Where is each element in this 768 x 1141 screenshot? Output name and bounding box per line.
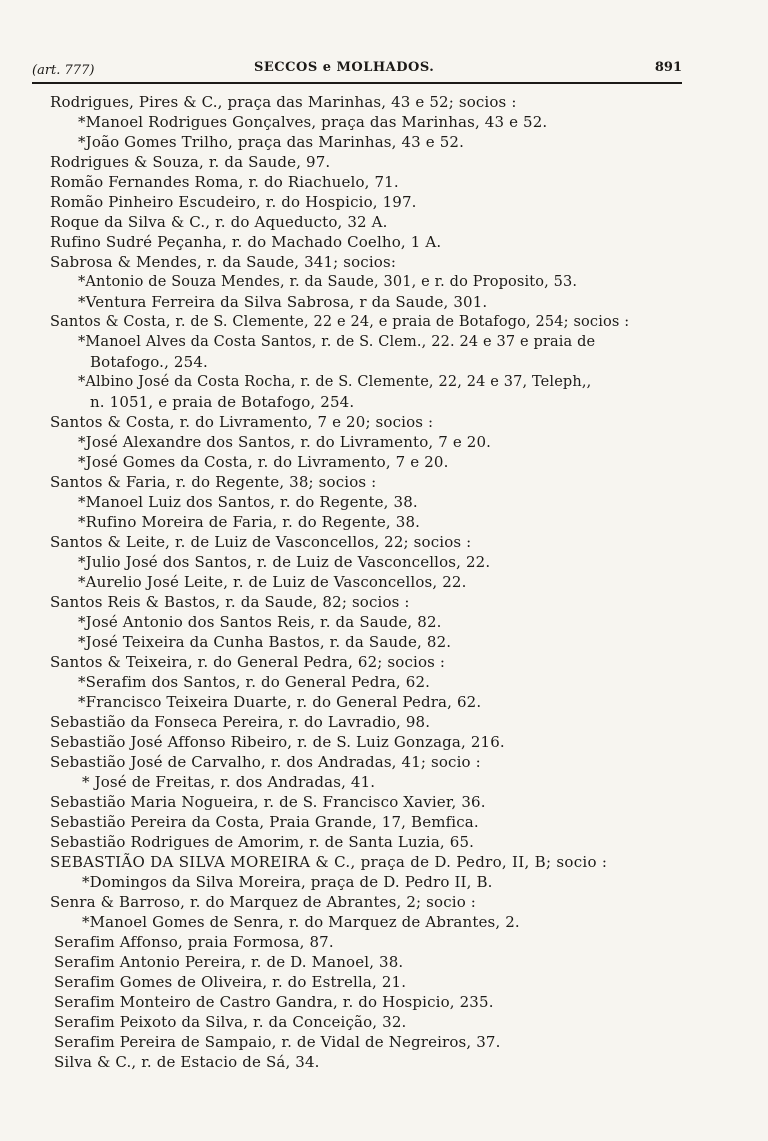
entry-line: Serafim Affonso, praia Formosa, 87. xyxy=(54,933,334,951)
entry-line: Rufino Sudré Peçanha, r. do Machado Coelho, 1 A. xyxy=(50,233,442,251)
entry-line: Santos & Costa, r. do Livramento, 7 e 20; socios : xyxy=(50,413,434,431)
entry-line: Santos & Teixeira, r. do General Pedra, 62; socios : xyxy=(50,653,446,671)
entry-line: Romão Fernandes Roma, r. do Riachuelo, 71. xyxy=(50,173,399,191)
entry-line: SEBASTIÃO DA SILVA MOREIRA & C., praça de D. Pedro, II, B; socio : xyxy=(50,853,608,871)
entry-line: *Ventura Ferreira da Silva Sabrosa, r da Saude, 301. xyxy=(78,293,488,311)
entry-line: Santos Reis & Bastos, r. da Saude, 82; socios : xyxy=(50,593,410,611)
entry-line: Rodrigues, Pires & C., praça das Marinhas, 43 e 52; socios : xyxy=(50,93,517,111)
entry-line: Sebastião Rodrigues de Amorim, r. de Santa Luzia, 65. xyxy=(50,833,475,851)
header-rule xyxy=(32,82,682,84)
entry-line: Silva & C., r. de Estacio de Sá, 34. xyxy=(54,1053,320,1071)
entry-line: *Francisco Teixeira Duarte, r. do General Pedra, 62. xyxy=(78,693,482,711)
entry-line: Serafim Peixoto da Silva, r. da Conceição, 32. xyxy=(54,1013,407,1031)
entry-line: Rodrigues & Souza, r. da Saude, 97. xyxy=(50,153,331,171)
entry-line: *Manoel Gomes de Senra, r. do Marquez de Abrantes, 2. xyxy=(82,913,520,931)
page-number: 891 xyxy=(654,60,682,75)
entry-line: *Manoel Alves da Costa Santos, r. de S. Clem., 22. 24 e 37 e praia de xyxy=(78,334,596,350)
entry-line: Roque da Silva & C., r. do Aqueducto, 32 A. xyxy=(50,213,388,231)
section-title: SECCOS e MOLHADOS. xyxy=(254,60,435,75)
article-ref: (art. 777) xyxy=(32,63,95,78)
entry-line: *Manoel Luiz dos Santos, r. do Regente, 38. xyxy=(78,493,418,511)
entry-line: *Serafim dos Santos, r. do General Pedra, 62. xyxy=(78,673,431,691)
entry-line: Sebastião da Fonseca Pereira, r. do Lavradio, 98. xyxy=(50,713,431,731)
entry-line: *Domingos da Silva Moreira, praça de D. Pedro II, B. xyxy=(82,873,493,891)
entry-line: n. 1051, e praia de Botafogo, 254. xyxy=(90,393,355,411)
entry-line: Serafim Pereira de Sampaio, r. de Vidal de Negreiros, 37. xyxy=(54,1033,501,1051)
entry-line: *José Teixeira da Cunha Bastos, r. da Saude, 82. xyxy=(78,633,452,651)
entry-line: Sebastião José Affonso Ribeiro, r. de S. Luiz Gonzaga, 216. xyxy=(50,733,505,751)
entry-line: *Julio José dos Santos, r. de Luiz de Vasconcellos, 22. xyxy=(78,553,491,571)
entry-line: Botafogo., 254. xyxy=(90,353,208,371)
entry-line: Romão Pinheiro Escudeiro, r. do Hospicio, 197. xyxy=(50,193,417,211)
entry-line: *João Gomes Trilho, praça das Marinhas, 43 e 52. xyxy=(78,133,465,151)
entry-line: *José Antonio dos Santos Reis, r. da Saude, 82. xyxy=(78,613,442,631)
entry-line: Sebastião Pereira da Costa, Praia Grande, 17, Bemfica. xyxy=(50,813,479,831)
entry-line: *José Gomes da Costa, r. do Livramento, 7 e 20. xyxy=(78,453,449,471)
entry-line: *Aurelio José Leite, r. de Luiz de Vasconcellos, 22. xyxy=(78,573,467,591)
entry-line: Santos & Leite, r. de Luiz de Vasconcellos, 22; socios : xyxy=(50,533,472,551)
page-header xyxy=(32,60,682,84)
entry-line: Sabrosa & Mendes, r. da Saude, 341; socios: xyxy=(50,253,397,271)
entry-line: Santos & Costa, r. de S. Clemente, 22 e 24, e praia de Botafogo, 254; socios : xyxy=(50,314,630,330)
entry-line: *Rufino Moreira de Faria, r. do Regente, 38. xyxy=(78,513,421,531)
entry-line: Sebastião Maria Nogueira, r. de S. Francisco Xavier, 36. xyxy=(50,793,486,811)
entry-line: Serafim Monteiro de Castro Gandra, r. do Hospicio, 235. xyxy=(54,993,494,1011)
entry-line: *Albino José da Costa Rocha, r. de S. Clemente, 22, 24 e 37, Teleph,, xyxy=(78,374,592,390)
entry-line: * José de Freitas, r. dos Andradas, 41. xyxy=(82,773,376,791)
entry-line: Senra & Barroso, r. do Marquez de Abrantes, 2; socio : xyxy=(50,893,476,911)
entry-line: *Manoel Rodrigues Gonçalves, praça das Marinhas, 43 e 52. xyxy=(78,113,548,131)
entry-line: Santos & Faria, r. do Regente, 38; socios : xyxy=(50,473,377,491)
entry-line: *Antonio de Souza Mendes, r. da Saude, 301, e r. do Proposito, 53. xyxy=(78,274,578,290)
entry-line: Sebastião José de Carvalho, r. dos Andradas, 41; socio : xyxy=(50,753,481,771)
entry-line: Serafim Antonio Pereira, r. de D. Manoel, 38. xyxy=(54,953,404,971)
entry-line: *José Alexandre dos Santos, r. do Livramento, 7 e 20. xyxy=(78,433,492,451)
entry-line: Serafim Gomes de Oliveira, r. do Estrella, 21. xyxy=(54,973,407,991)
